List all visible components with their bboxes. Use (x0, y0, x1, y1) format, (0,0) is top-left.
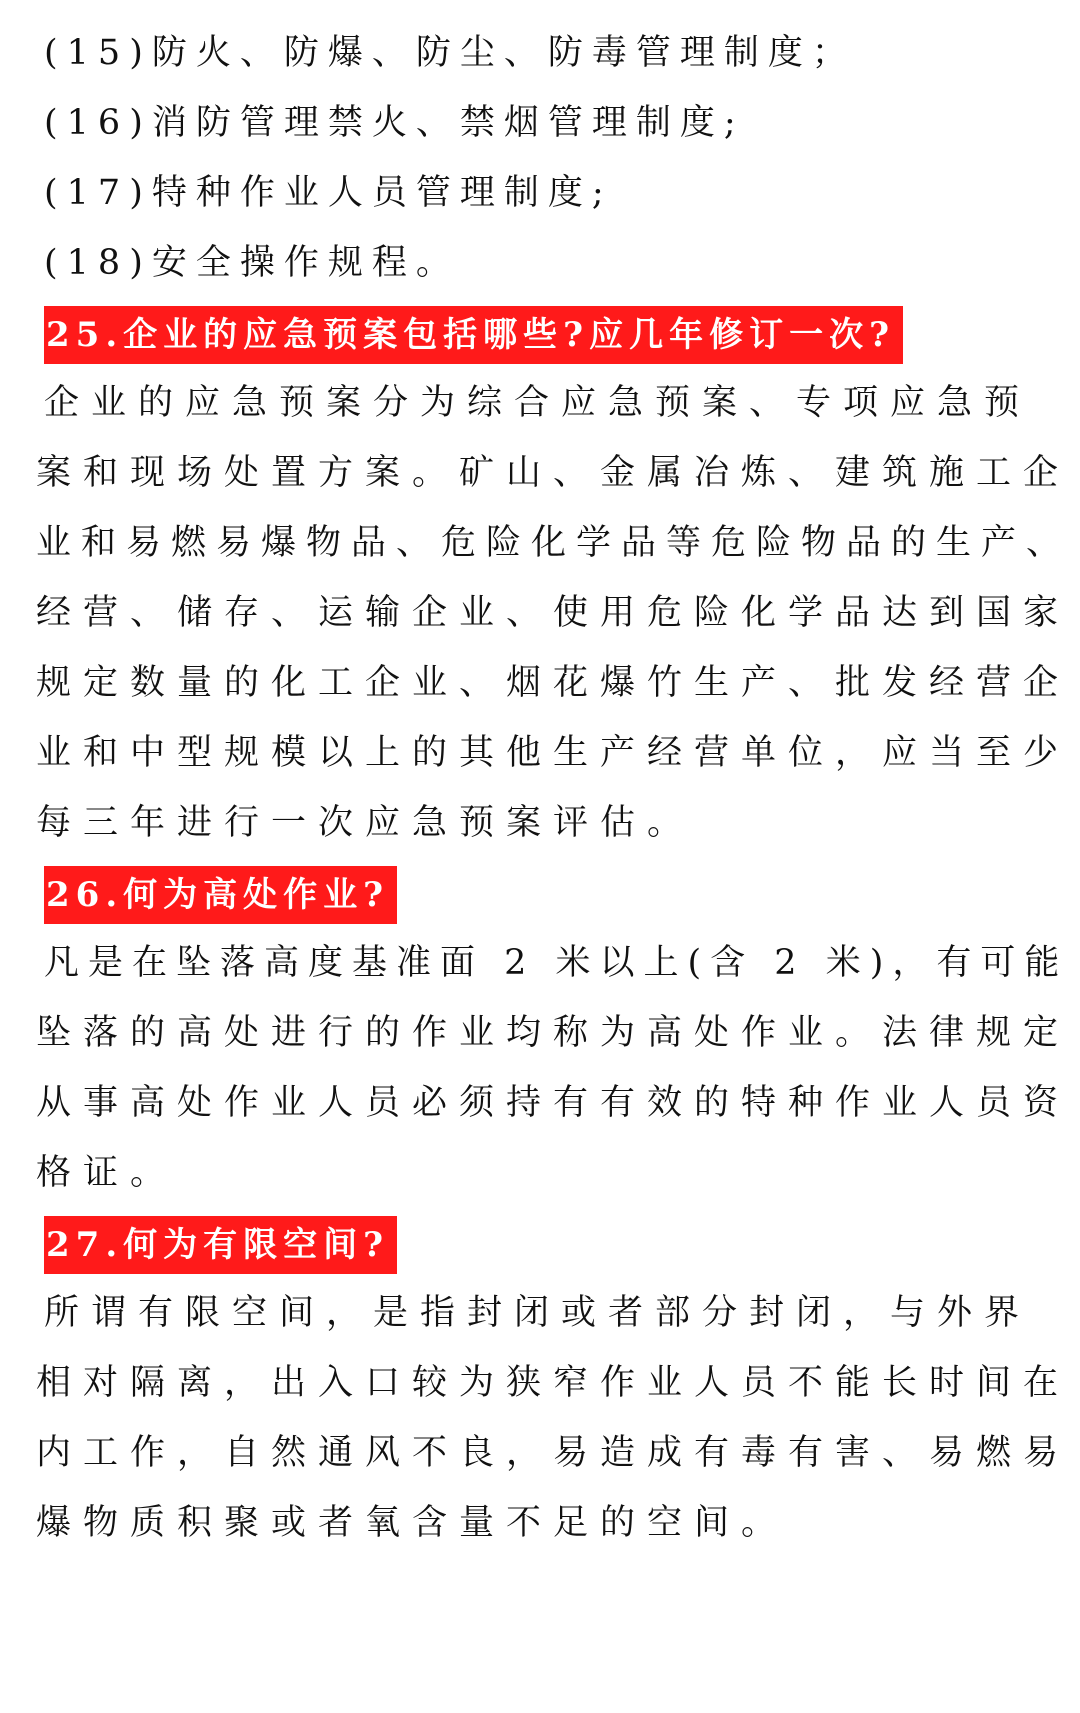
list-item: (18)安全操作规程。 (44, 243, 460, 283)
paragraph-line: 企业的应急预案分为综合应急预案、专项应急预 (44, 383, 1032, 423)
paragraph-line: 业和中型规模以上的其他生产经营单位，应当至少 (36, 733, 1071, 773)
paragraph-line: 相对隔离，出入口较为狭窄作业人员不能长时间在 (36, 1363, 1071, 1403)
section-heading-25: 25.企业的应急预案包括哪些?应几年修订一次? (44, 306, 903, 364)
paragraph-line: 格证。 (36, 1153, 178, 1193)
paragraph-line: 内工作，自然通风不良，易造成有毒有害、易燃易 (36, 1433, 1071, 1473)
paragraph-line: 每三年进行一次应急预案评估。 (36, 803, 695, 843)
paragraph-line: 规定数量的化工企业、烟花爆竹生产、批发经营企 (36, 663, 1071, 703)
paragraph-line: 案和现场处置方案。矿山、金属冶炼、建筑施工企 (36, 453, 1071, 493)
paragraph-line: 爆物质积聚或者氧含量不足的空间。 (36, 1503, 789, 1543)
section-heading-26: 26.何为高处作业? (44, 866, 397, 924)
list-item: (16)消防管理禁火、禁烟管理制度; (44, 103, 745, 143)
paragraph-line: 凡是在坠落高度基准面 2 米以上(含 2 米)，有可能 (44, 943, 1069, 983)
paragraph-line: 所谓有限空间，是指封闭或者部分封闭，与外界 (44, 1293, 1032, 1333)
list-item: (17)特种作业人员管理制度; (44, 173, 613, 213)
list-item: (15)防火、防爆、防尘、防毒管理制度； (44, 33, 856, 73)
section-heading-27: 27.何为有限空间? (44, 1216, 397, 1274)
paragraph-line: 经营、储存、运输企业、使用危险化学品达到国家 (36, 593, 1071, 633)
paragraph-line: 业和易燃易爆物品、危险化学品等危险物品的生产、 (36, 523, 1072, 563)
paragraph-line: 坠落的高处进行的作业均称为高处作业。法律规定 (36, 1013, 1071, 1053)
paragraph-line: 从事高处作业人员必须持有有效的特种作业人员资 (36, 1083, 1071, 1123)
